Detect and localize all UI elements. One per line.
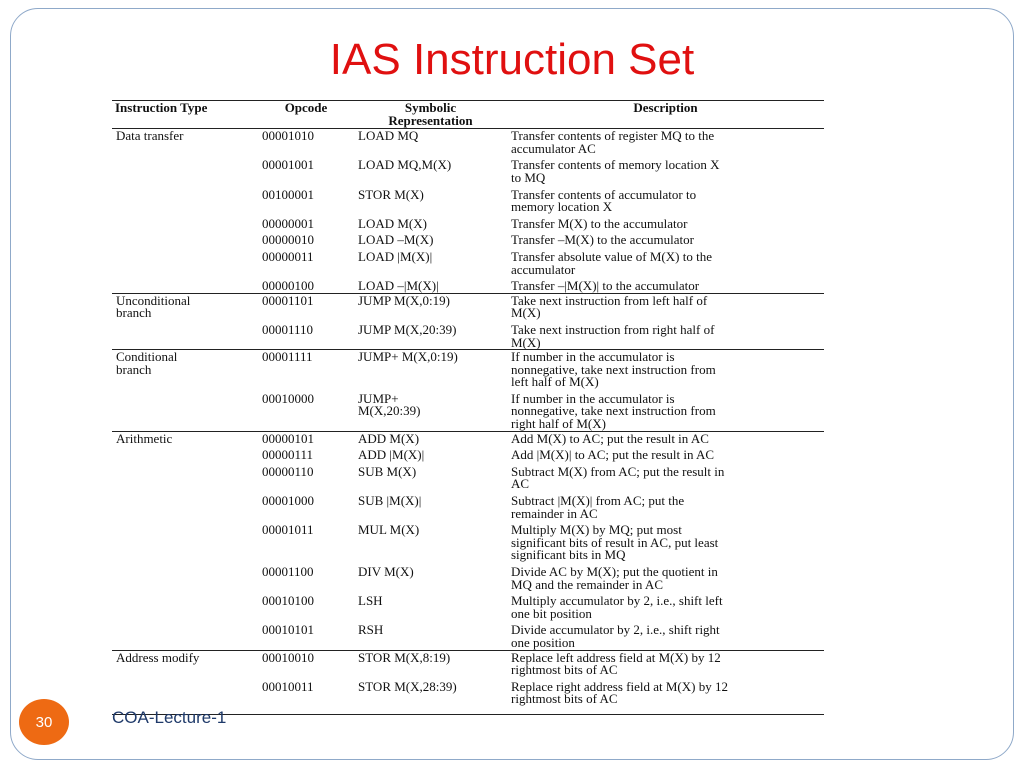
- description-line: remainder in AC: [511, 505, 598, 521]
- symbolic-line: JUMP M(X,20:39): [358, 321, 457, 337]
- cell-symbolic-representation: [354, 129, 507, 156]
- cell-symbolic-representation: [354, 562, 507, 591]
- description-line: If number in the accumulator is: [511, 349, 675, 365]
- description-line: M(X): [511, 305, 541, 321]
- table-row: [112, 293, 824, 320]
- symbolic-line: STOR M(X,28:39): [358, 678, 457, 694]
- description-line: to MQ: [511, 169, 546, 185]
- cell-opcode: 00001011: [262, 522, 314, 538]
- description-line: Subtract M(X) from AC; put the result in: [511, 463, 725, 479]
- cell-description: [507, 247, 824, 276]
- cell-symbolic-representation: [354, 491, 507, 520]
- symbolic-line: STOR M(X): [358, 186, 424, 202]
- description-line: Transfer contents of memory location X: [511, 157, 720, 173]
- cell-opcode: 00000101: [258, 431, 354, 445]
- cell-description: [507, 276, 824, 293]
- cell-opcode: 00010000: [262, 390, 314, 406]
- cell-instruction-type: [112, 214, 258, 231]
- cell-opcode: 00000010: [262, 232, 314, 248]
- description-line: AC: [511, 476, 530, 492]
- table-row: [112, 155, 824, 184]
- cell-description: [507, 320, 824, 350]
- header-symbolic-representation: [354, 101, 507, 129]
- page-number-badge: 30: [19, 699, 69, 745]
- cell-symbolic-representation: [354, 520, 507, 562]
- table-row: [112, 230, 824, 247]
- description-line: nonnegative, take next instruction from: [511, 403, 716, 419]
- description-line: Take next instruction from right half of: [511, 321, 715, 337]
- cell-description: [507, 445, 824, 462]
- cell-instruction-type: [112, 155, 258, 184]
- cell-opcode: 00010011: [258, 677, 354, 715]
- description-line: one position: [511, 634, 575, 650]
- table-row: [112, 462, 824, 491]
- cell-instruction-type: [112, 129, 258, 156]
- cell-instruction-type: [112, 293, 258, 320]
- cell-symbolic-representation: [354, 650, 507, 677]
- description-line: Replace right address field at M(X) by 12: [511, 678, 728, 694]
- description-line: Multiply accumulator by 2, i.e., shift left: [511, 593, 723, 609]
- instruction-type-line: Address modify: [116, 649, 200, 665]
- description-line: Transfer –M(X) to the accumulator: [511, 232, 694, 248]
- symbolic-line: LOAD –|M(X)|: [358, 278, 439, 294]
- cell-description: [507, 620, 824, 650]
- instruction-type-line: Data transfer: [116, 128, 184, 144]
- description-line: Divide accumulator by 2, i.e., shift right: [511, 622, 720, 638]
- cell-opcode: 00000011: [262, 248, 314, 264]
- cell-instruction-type: [112, 389, 258, 431]
- table-row: [112, 389, 824, 431]
- symbolic-line: STOR M(X,8:19): [358, 649, 451, 665]
- description-line: Subtract |M(X)| from AC; put the: [511, 493, 685, 509]
- table-row: [112, 445, 824, 462]
- symbolic-line: LOAD MQ,M(X): [358, 157, 452, 173]
- cell-opcode: 00001001: [262, 157, 314, 173]
- cell-symbolic-representation: [354, 591, 507, 620]
- cell-symbolic-representation: [354, 230, 507, 247]
- cell-instruction-type: [112, 520, 258, 562]
- table-row: [112, 562, 824, 591]
- symbolic-line: SUB M(X): [358, 463, 417, 479]
- symbolic-line: JUMP+ M(X,0:19): [358, 349, 458, 365]
- cell-opcode: 00010010: [258, 650, 354, 677]
- table-row: [112, 129, 824, 156]
- symbolic-line: ADD M(X): [358, 430, 420, 446]
- symbolic-line: M(X,20:39): [358, 403, 421, 419]
- cell-instruction-type: [112, 445, 258, 462]
- description-line: Add |M(X)| to AC; put the result in AC: [511, 447, 715, 463]
- header-description: Description: [507, 101, 824, 129]
- cell-symbolic-representation: [354, 214, 507, 231]
- description-line: rightmost bits of AC: [511, 662, 618, 678]
- cell-description: [507, 431, 824, 445]
- symbolic-line: LSH: [358, 593, 383, 609]
- cell-opcode: 00010101: [262, 622, 314, 638]
- cell-instruction-type: [112, 562, 258, 591]
- description-line: Transfer M(X) to the accumulator: [511, 215, 688, 231]
- table-row: [112, 247, 824, 276]
- cell-symbolic-representation: [354, 431, 507, 445]
- cell-opcode: 00000111: [262, 447, 314, 463]
- cell-opcode: 00001000: [262, 493, 314, 509]
- description-line: nonnegative, take next instruction from: [511, 361, 716, 377]
- description-line: memory location X: [511, 199, 613, 215]
- cell-opcode: 00001101: [258, 293, 354, 320]
- cell-instruction-type: [112, 462, 258, 491]
- table-row: [112, 320, 824, 350]
- symbolic-line: DIV M(X): [358, 564, 414, 579]
- cell-instruction-type: [112, 320, 258, 350]
- cell-description: [507, 491, 824, 520]
- description-line: significant bits of result in AC, put least: [511, 534, 719, 550]
- cell-opcode: 00001110: [262, 321, 314, 337]
- table-row: [112, 350, 824, 389]
- cell-description: [507, 389, 824, 431]
- cell-description: [507, 677, 824, 715]
- cell-symbolic-representation: [354, 320, 507, 350]
- cell-opcode: 00100001: [262, 186, 314, 202]
- table-body: [112, 129, 824, 715]
- description-line: Add M(X) to AC; put the result in AC: [511, 430, 709, 446]
- cell-description: [507, 129, 824, 156]
- table-row: [112, 650, 824, 677]
- instruction-set-table: [112, 100, 824, 715]
- cell-opcode: 00000100: [262, 278, 314, 294]
- cell-symbolic-representation: [354, 155, 507, 184]
- symbolic-line: JUMP+: [358, 390, 399, 406]
- cell-description: [507, 155, 824, 184]
- cell-symbolic-representation: [354, 389, 507, 431]
- cell-instruction-type: [112, 591, 258, 620]
- footer-text: COA-Lecture-1: [112, 708, 227, 727]
- cell-description: [507, 185, 824, 214]
- instruction-type-line: branch: [116, 361, 152, 377]
- cell-description: [507, 520, 824, 562]
- table-header-row: [112, 101, 824, 129]
- cell-symbolic-representation: [354, 677, 507, 715]
- symbolic-line: ADD |M(X)|: [358, 447, 425, 463]
- cell-instruction-type: [112, 650, 258, 677]
- cell-description: [507, 350, 824, 389]
- header-symbolic-line-1: Symbolic: [404, 100, 457, 115]
- cell-symbolic-representation: [354, 350, 507, 389]
- description-line: one bit position: [511, 605, 592, 621]
- instruction-type-line: Arithmetic: [116, 430, 173, 446]
- description-line: Divide AC by M(X); put the quotient in: [511, 564, 718, 579]
- cell-symbolic-representation: [354, 247, 507, 276]
- cell-symbolic-representation: [354, 620, 507, 650]
- cell-symbolic-representation: [354, 445, 507, 462]
- symbolic-line: MUL M(X): [358, 522, 420, 538]
- cell-description: [507, 462, 824, 491]
- cell-description: [507, 293, 824, 320]
- symbolic-line: LOAD |M(X)|: [358, 248, 433, 264]
- cell-opcode: 00000110: [262, 463, 314, 479]
- symbolic-line: SUB |M(X)|: [358, 493, 422, 509]
- description-line: MQ and the remainder in AC: [511, 576, 663, 592]
- table-row: [112, 520, 824, 562]
- cell-symbolic-representation: [354, 462, 507, 491]
- symbolic-line: LOAD M(X): [358, 215, 427, 231]
- symbolic-line: LOAD MQ: [358, 128, 419, 144]
- description-line: accumulator AC: [511, 140, 596, 156]
- cell-instruction-type: [112, 350, 258, 389]
- cell-opcode: 00001010: [258, 129, 354, 156]
- description-line: Transfer contents of register MQ to the: [511, 128, 715, 144]
- header-opcode: Opcode: [258, 101, 354, 129]
- cell-description: [507, 562, 824, 591]
- cell-instruction-type: [112, 276, 258, 293]
- description-line: rightmost bits of AC: [511, 691, 618, 707]
- description-line: Transfer contents of accumulator to: [511, 186, 697, 202]
- cell-instruction-type: [112, 247, 258, 276]
- cell-opcode: 00001100: [262, 564, 314, 579]
- description-line: Take next instruction from left half of: [511, 292, 708, 308]
- cell-symbolic-representation: [354, 185, 507, 214]
- table-row: [112, 185, 824, 214]
- slide-title: IAS Instruction Set: [329, 35, 695, 84]
- cell-instruction-type: [112, 185, 258, 214]
- description-line: If number in the accumulator is: [511, 390, 675, 406]
- description-line: Transfer –|M(X)| to the accumulator: [511, 278, 700, 294]
- cell-instruction-type: [112, 230, 258, 247]
- table-row: [112, 214, 824, 231]
- symbolic-line: RSH: [358, 622, 384, 638]
- description-line: Multiply M(X) by MQ; put most: [511, 522, 682, 538]
- header-symbolic-line-2: Representation: [388, 112, 473, 128]
- table-row: [112, 620, 824, 650]
- symbolic-line: LOAD –M(X): [358, 232, 434, 248]
- cell-symbolic-representation: [354, 276, 507, 293]
- description-line: Replace left address field at M(X) by 12: [511, 649, 721, 665]
- description-line: M(X): [511, 334, 541, 350]
- cell-instruction-type: [112, 431, 258, 445]
- cell-opcode: 00001111: [258, 350, 354, 389]
- cell-description: [507, 214, 824, 231]
- instruction-type-line: branch: [116, 305, 152, 321]
- instruction-type-line: Unconditional: [116, 292, 191, 308]
- cell-opcode: 00010100: [262, 593, 314, 609]
- description-line: Transfer absolute value of M(X) to the: [511, 248, 712, 264]
- header-instruction-type: Instruction Type: [112, 101, 258, 129]
- description-line: right half of M(X): [511, 416, 606, 432]
- description-line: left half of M(X): [511, 374, 599, 390]
- cell-description: [507, 591, 824, 620]
- cell-opcode: 00000001: [262, 215, 314, 231]
- description-line: significant bits in MQ: [511, 547, 626, 563]
- cell-instruction-type: [112, 620, 258, 650]
- table-row: [112, 491, 824, 520]
- table-row: [112, 431, 824, 445]
- symbolic-line: JUMP M(X,0:19): [358, 292, 450, 308]
- cell-symbolic-representation: [354, 293, 507, 320]
- cell-description: [507, 650, 824, 677]
- description-line: accumulator: [511, 261, 576, 277]
- table-row: [112, 591, 824, 620]
- table-row: [112, 276, 824, 293]
- cell-description: [507, 230, 824, 247]
- instruction-type-line: Conditional: [116, 349, 178, 365]
- cell-instruction-type: [112, 491, 258, 520]
